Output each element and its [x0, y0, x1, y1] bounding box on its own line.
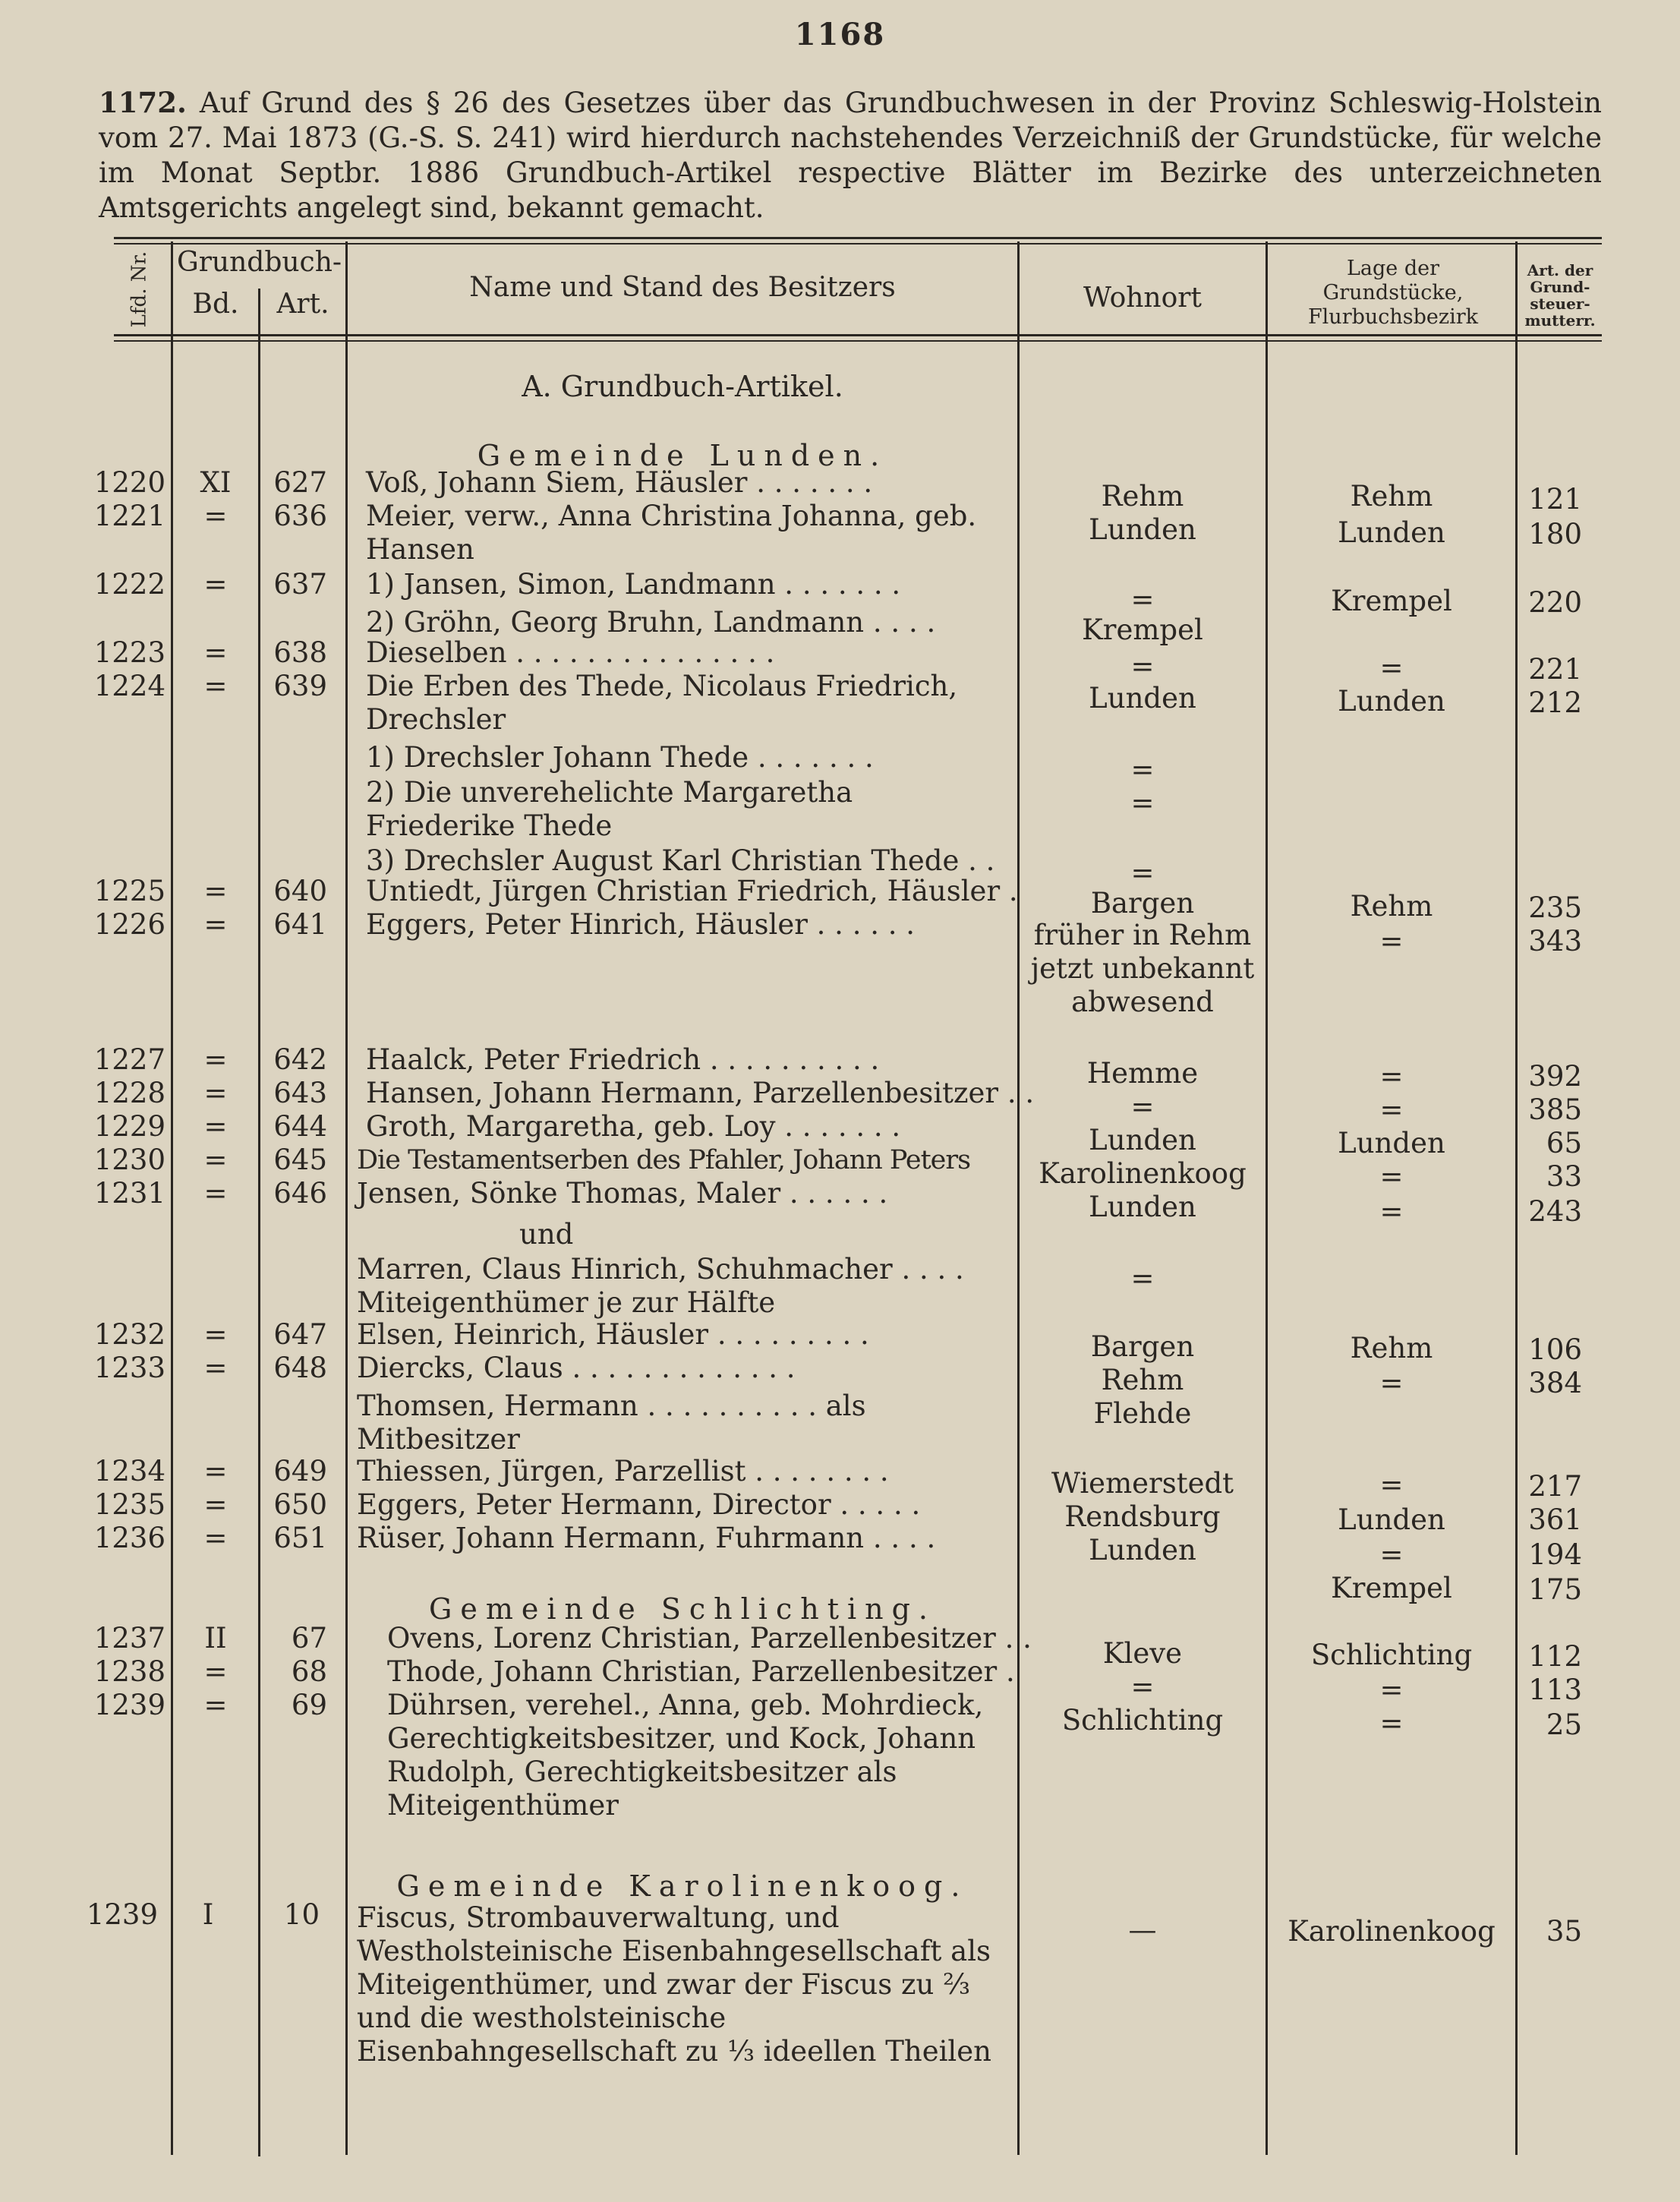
- row-name: Thiessen, Jürgen, Parzellist . . . . . . . .: [357, 1455, 889, 1487]
- row-bd: XI: [200, 466, 232, 499]
- row-name: Eggers, Peter Hermann, Director . . . . .: [357, 1488, 921, 1521]
- row-art: 69: [291, 1689, 327, 1721]
- row-name: Elsen, Heinrich, Häusler . . . . . . . . .: [357, 1318, 869, 1351]
- row-wohnort: =: [1130, 753, 1155, 786]
- row-mutter: 112: [1528, 1640, 1582, 1673]
- row-lage: Rehm: [1350, 480, 1433, 513]
- row-bd: =: [203, 568, 228, 601]
- row-lfd: 1220: [93, 466, 165, 499]
- row-art: 650: [273, 1488, 327, 1521]
- row-wohnort: —: [1128, 1913, 1157, 1946]
- header-mutter: Art. der Grund-steuer-mutterr.: [1524, 261, 1596, 330]
- row-lfd: 1225: [93, 875, 165, 907]
- row-lage: =: [1379, 1195, 1404, 1228]
- row-art: 649: [273, 1455, 327, 1487]
- row-name: Marren, Claus Hinrich, Schuhmacher . . . . Miteigenthümer je zur Hälfte: [357, 1253, 964, 1319]
- row-wohnort: Flehde: [1093, 1397, 1192, 1430]
- row-bd: =: [203, 1077, 228, 1109]
- row-lfd: 1234: [93, 1455, 165, 1487]
- header-grundbuch: Grundbuch-: [176, 247, 342, 278]
- row-name: Eggers, Peter Hinrich, Häusler . . . . . .: [366, 908, 916, 941]
- row-wohnort: =: [1130, 1670, 1155, 1703]
- row-lfd: 1223: [93, 636, 165, 669]
- row-lage: =: [1379, 1674, 1404, 1706]
- row-mutter: 243: [1528, 1195, 1582, 1228]
- row-bd: =: [203, 1488, 228, 1521]
- row-name: Meier, verw., Anna Christina Johanna, geb. Hansen: [366, 500, 977, 566]
- row-mutter: 392: [1528, 1060, 1582, 1093]
- row-lfd: 1237: [93, 1622, 165, 1655]
- row-mutter: 25: [1546, 1708, 1582, 1741]
- row-art: 648: [273, 1352, 327, 1384]
- row-wohnort: Rendsburg: [1064, 1500, 1221, 1533]
- row-lfd: 1235: [93, 1488, 165, 1521]
- row-art: 638: [273, 636, 327, 669]
- intro-number: 1172.: [99, 86, 187, 119]
- row-lfd: 1226: [93, 908, 165, 941]
- row-mutter: 194: [1528, 1538, 1582, 1571]
- row-art: 67: [291, 1622, 327, 1655]
- row-name: 2) Gröhn, Georg Bruhn, Landmann . . . .: [366, 606, 936, 639]
- row-wohnort: Lunden: [1089, 513, 1196, 546]
- row-wohnort: Bargen: [1090, 887, 1195, 920]
- row-bd: =: [203, 1110, 228, 1143]
- header-bd: Bd.: [192, 289, 239, 320]
- row-lfd: 1231: [93, 1177, 165, 1210]
- row-mutter: 384: [1528, 1367, 1582, 1399]
- row-bd: =: [203, 670, 228, 702]
- row-lfd: 1227: [93, 1043, 165, 1076]
- header-wohnort: Wohnort: [1083, 282, 1202, 314]
- row-bd: =: [203, 1352, 228, 1384]
- row-lfd: 1233: [93, 1352, 165, 1384]
- col-divider: [345, 241, 348, 2155]
- row-lage: =: [1379, 1538, 1404, 1571]
- row-wohnort: =: [1130, 1262, 1155, 1295]
- row-lage: Schlichting: [1310, 1639, 1473, 1671]
- table-top-rule: [114, 237, 1602, 239]
- row-art: 645: [273, 1144, 327, 1176]
- row-art: 646: [273, 1177, 327, 1210]
- row-lage: =: [1379, 1469, 1404, 1501]
- row-lage: Krempel: [1331, 585, 1452, 617]
- row-mutter: 180: [1528, 518, 1582, 550]
- row-wohnort: Rehm: [1101, 480, 1184, 513]
- row-art: 636: [273, 500, 327, 532]
- row-lage: Lunden: [1338, 1127, 1445, 1159]
- row-mutter: 106: [1528, 1333, 1582, 1366]
- row-wohnort: Lunden: [1089, 1124, 1196, 1156]
- row-lage: =: [1379, 925, 1404, 957]
- row-art: 651: [273, 1522, 327, 1554]
- row-art: 641: [273, 908, 327, 941]
- row-name: Jensen, Sönke Thomas, Maler . . . . . .: [357, 1177, 888, 1210]
- row-mutter: 35: [1546, 1915, 1582, 1948]
- row-lage: =: [1379, 651, 1404, 684]
- row-wohnort: Rehm: [1101, 1364, 1184, 1396]
- row-mutter: 217: [1528, 1470, 1582, 1503]
- row-lage: =: [1379, 1093, 1404, 1126]
- header-lage: Lage der Grundstücke, Flurbuchsbezirk: [1307, 257, 1479, 329]
- row-lage: =: [1379, 1060, 1404, 1093]
- row-lfd: 1224: [93, 670, 165, 702]
- row-name: Die Testamentserben des Pfahler, Johann Peters: [357, 1145, 971, 1175]
- row-lage: =: [1379, 1707, 1404, 1740]
- row-wohnort: =: [1130, 857, 1155, 889]
- row-bd: =: [203, 908, 228, 941]
- row-bd: =: [203, 1522, 228, 1554]
- row-lage: Lunden: [1338, 685, 1445, 718]
- row-wohnort: Wiemerstedt: [1051, 1467, 1234, 1500]
- row-wohnort: =: [1130, 1090, 1155, 1123]
- row-bd: =: [203, 1177, 228, 1210]
- row-lfd: 1238: [93, 1655, 165, 1688]
- row-name: Diercks, Claus . . . . . . . . . . . . .: [357, 1352, 796, 1384]
- row-mutter: 65: [1546, 1127, 1582, 1159]
- row-mutter: 385: [1528, 1093, 1582, 1126]
- row-name: Rüser, Johann Hermann, Fuhrmann . . . .: [357, 1522, 936, 1554]
- row-bd: =: [203, 1043, 228, 1076]
- row-mutter: 113: [1528, 1674, 1582, 1706]
- row-lage: Rehm: [1350, 890, 1433, 923]
- row-mutter: 221: [1528, 653, 1582, 686]
- row-name: Hansen, Johann Hermann, Parzellenbesitzer . .: [366, 1077, 1035, 1109]
- intro-paragraph: [99, 85, 1602, 226]
- intro-text: Auf Grund des § 26 des Gesetzes über das Grundbuchwesen in der Provinz Schleswig-Holstein vom 27. Mai 1873 (G.-S. S. 241) wird hierdurch nachstehendes Verzeichniß der Grundstücke, für welche im Monat Septbr. 1886 Grundbuch-Artikel respective Blätter im Bezirke des unterzeichneten Amtsgerichts angelegt sind, bekannt gemacht.: [99, 87, 1603, 224]
- header-art: Art.: [276, 289, 329, 320]
- row-art: 644: [273, 1110, 327, 1143]
- row-wohnort: Schlichting: [1061, 1704, 1224, 1737]
- row-name: Haalck, Peter Friedrich . . . . . . . . . .: [366, 1043, 880, 1076]
- row-bd: =: [203, 1455, 228, 1487]
- row-mutter: 212: [1528, 686, 1582, 719]
- section-heading-karolinenkoog: Gemeinde Karolinenkoog.: [396, 1869, 969, 1903]
- row-mutter: 175: [1528, 1573, 1582, 1606]
- row-mutter: 33: [1546, 1160, 1582, 1193]
- row-bd: =: [203, 636, 228, 669]
- row-wohnort: Lunden: [1089, 1191, 1196, 1223]
- row-lfd: 1236: [93, 1522, 165, 1554]
- section-heading-lunden: Gemeinde Lunden.: [477, 439, 888, 472]
- row-bd: =: [203, 500, 228, 532]
- row-wohnort: =: [1130, 583, 1155, 616]
- header-name: Name und Stand des Besitzers: [469, 272, 896, 303]
- row-name: 1) Jansen, Simon, Landmann . . . . . . .: [366, 568, 901, 601]
- row-lfd: 1232: [93, 1318, 165, 1351]
- row-name: Voß, Johann Siem, Häusler . . . . . . .: [366, 466, 873, 499]
- row-wohnort: =: [1130, 650, 1155, 683]
- row-art: 643: [273, 1077, 327, 1109]
- section-heading-schlichting: Gemeinde Schlichting.: [428, 1592, 937, 1626]
- row-wohnort: Karolinenkoog: [1039, 1157, 1247, 1190]
- row-wohnort: =: [1130, 787, 1155, 819]
- row-wohnort: Lunden: [1089, 1534, 1196, 1566]
- row-lage: Krempel: [1331, 1572, 1452, 1604]
- row-lage: Karolinenkoog: [1288, 1915, 1496, 1948]
- row-bd: =: [203, 1689, 228, 1721]
- row-name: Fiscus, Strombauverwaltung, und Westholsteinische Eisenbahngesellschaft als Miteigenthümer, und zwar der Fiscus zu ⅔ und die westholsteinische Eisenbahngesellschaft zu ⅓ ideellen Theilen: [357, 1901, 991, 2068]
- row-bd: =: [203, 1318, 228, 1351]
- row-name: und: [519, 1218, 574, 1251]
- row-name: Dieselben . . . . . . . . . . . . . . .: [366, 636, 775, 669]
- row-name: Untiedt, Jürgen Christian Friedrich, Häusler .: [366, 875, 1018, 907]
- row-name: 1) Drechsler Johann Thede . . . . . . .: [366, 741, 874, 774]
- row-art: 642: [273, 1043, 327, 1076]
- row-lfd: 1230: [93, 1144, 165, 1176]
- table-header-rule: [114, 334, 1602, 336]
- row-wohnort: Krempel: [1082, 614, 1203, 646]
- row-name: Groth, Margaretha, geb. Loy . . . . . . .: [366, 1110, 901, 1143]
- table-top-rule-2: [114, 243, 1602, 244]
- row-name: 2) Die unverehelichte Margaretha Friederike Thede: [366, 776, 853, 842]
- row-bd: I: [202, 1898, 214, 1931]
- row-lfd: 1239: [93, 1689, 165, 1721]
- row-mutter: 235: [1528, 891, 1582, 924]
- row-name: Thode, Johann Christian, Parzellenbesitzer .: [387, 1655, 1015, 1688]
- row-mutter: 343: [1528, 925, 1582, 957]
- row-wohnort: Hemme: [1086, 1057, 1199, 1090]
- row-name: Ovens, Lorenz Christian, Parzellenbesitzer . .: [387, 1622, 1032, 1655]
- row-name: Die Erben des Thede, Nicolaus Friedrich, Drechsler: [366, 670, 958, 736]
- row-mutter: 220: [1528, 586, 1582, 619]
- row-bd: =: [203, 875, 228, 907]
- row-art: 68: [291, 1655, 327, 1688]
- row-art: 637: [273, 568, 327, 601]
- row-wohnort: früher in Rehm jetzt unbekannt abwesend: [1030, 919, 1255, 1018]
- row-lage: Lunden: [1338, 1503, 1445, 1536]
- row-bd: =: [203, 1144, 228, 1176]
- row-wohnort: Lunden: [1089, 682, 1196, 715]
- row-mutter: 121: [1528, 483, 1582, 516]
- row-lage: Rehm: [1350, 1332, 1433, 1364]
- page-number: 1168: [794, 17, 886, 52]
- row-lfd: 1229: [93, 1110, 165, 1143]
- row-bd: =: [203, 1655, 228, 1688]
- table-header-rule-2: [114, 340, 1602, 342]
- row-name: 3) Drechsler August Karl Christian Thede . .: [366, 844, 995, 877]
- row-art: 647: [273, 1318, 327, 1351]
- row-wohnort: Kleve: [1102, 1637, 1183, 1670]
- row-wohnort: Bargen: [1090, 1330, 1195, 1363]
- row-lfd: 1228: [93, 1077, 165, 1109]
- row-lage: Lunden: [1338, 516, 1445, 549]
- row-art: 639: [273, 670, 327, 702]
- row-lfd: 1239: [86, 1898, 158, 1931]
- row-art: 627: [273, 466, 327, 499]
- row-name: Dührsen, verehel., Anna, geb. Mohrdieck, Gerechtigkeitsbesitzer, und Kock, Johann Rudolph, Gerechtigkeitsbesitzer als Miteigenthümer: [387, 1689, 984, 1822]
- row-lage: =: [1379, 1160, 1404, 1193]
- row-art: 10: [283, 1898, 320, 1931]
- header-lfd: Lfd. Nr.: [128, 251, 150, 327]
- row-lfd: 1221: [93, 500, 165, 532]
- row-name: Thomsen, Hermann . . . . . . . . . . als Mitbesitzer: [357, 1390, 866, 1456]
- row-bd: II: [204, 1622, 227, 1655]
- row-art: 640: [273, 875, 327, 907]
- section-a-heading: A. Grundbuch-Artikel.: [522, 370, 843, 403]
- row-lage: =: [1379, 1367, 1404, 1399]
- row-lfd: 1222: [93, 568, 165, 601]
- row-mutter: 361: [1528, 1503, 1582, 1536]
